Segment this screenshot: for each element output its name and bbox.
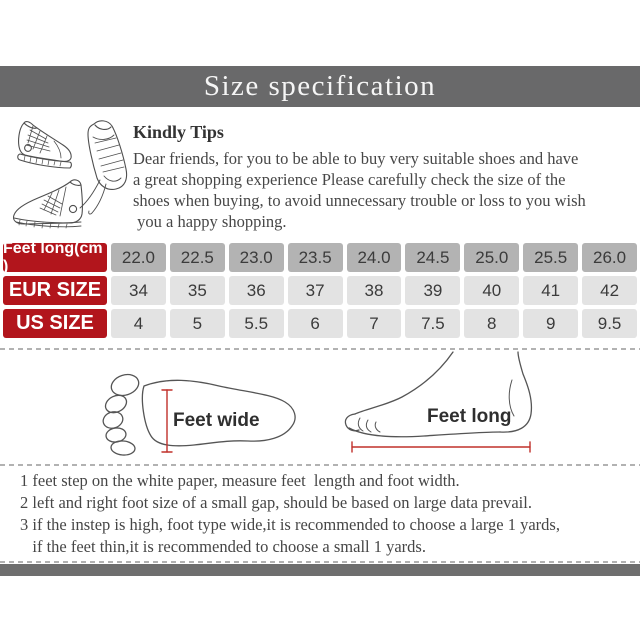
table-cell: 22.5 [170, 243, 225, 272]
table-cell: 38 [347, 276, 402, 305]
table-cell: 23.0 [229, 243, 284, 272]
feet-wide-label: Feet wide [173, 410, 260, 431]
title-bar [0, 66, 640, 107]
table-cell: 7 [347, 309, 402, 338]
measurement-notes [20, 470, 635, 558]
tips-text-line-4: you a happy shopping. [133, 212, 287, 231]
table-row-feet-long [3, 239, 637, 275]
table-cell: 9 [523, 309, 578, 338]
note-line-1: 1 feet step on the white paper, measure feet length and foot width. [20, 471, 460, 490]
table-cell: 25.5 [523, 243, 578, 272]
table-cell: 41 [523, 276, 578, 305]
feet-long-label: Feet long [427, 406, 512, 427]
table-cell: 34 [111, 276, 166, 305]
table-cell: 5.5 [229, 309, 284, 338]
table-cell: 23.5 [288, 243, 343, 272]
row-label-eur-size: EUR SIZE [3, 276, 107, 305]
table-cell: 22.0 [111, 243, 166, 272]
table-cell: 6 [288, 309, 343, 338]
table-cell: 39 [405, 276, 460, 305]
tips-text-line-3: shoes when buying, to avoid unnecessary trouble or loss to you wish [133, 191, 586, 210]
note-line-3: 3 if the instep is high, foot type wide,it is recommended to choose a large 1 yards, [20, 515, 560, 534]
dashed-divider [0, 464, 640, 466]
table-row-us-size [3, 309, 637, 338]
table-cell: 35 [170, 276, 225, 305]
sneakers-sketch-icon [2, 110, 132, 234]
dashed-divider [0, 561, 640, 563]
bottom-bar [0, 564, 640, 576]
table-cell: 9.5 [582, 309, 637, 338]
foot-width-diagram [78, 352, 318, 460]
table-cell: 36 [229, 276, 284, 305]
table-cell: 7.5 [405, 309, 460, 338]
tips-text-line-2: a great shopping experience Please carefully check the size of the [133, 170, 566, 189]
table-cell: 25.0 [464, 243, 519, 272]
page-title: Size specification [203, 70, 437, 102]
note-line-4: if the feet thin,it is recommended to choose a small 1 yards. [20, 537, 426, 556]
table-row-eur-size [3, 276, 637, 305]
table-cell: 24.0 [347, 243, 402, 272]
kindly-tips-section [133, 122, 638, 232]
table-cell: 5 [170, 309, 225, 338]
tips-heading: Kindly Tips [133, 122, 224, 142]
table-cell: 37 [288, 276, 343, 305]
table-cell: 42 [582, 276, 637, 305]
table-cell: 26.0 [582, 243, 637, 272]
table-cell: 24.5 [405, 243, 460, 272]
size-table [3, 239, 637, 342]
table-cell: 4 [111, 309, 166, 338]
tips-text-line-1: Dear friends, for you to be able to buy very suitable shoes and have [133, 149, 579, 168]
table-cell: 40 [464, 276, 519, 305]
row-label-feet-long: Feet long(cm ) [3, 243, 107, 272]
table-cell: 8 [464, 309, 519, 338]
row-label-us-size: US SIZE [3, 309, 107, 338]
note-line-2: 2 left and right foot size of a small gap, should be based on large data prevail. [20, 493, 532, 512]
